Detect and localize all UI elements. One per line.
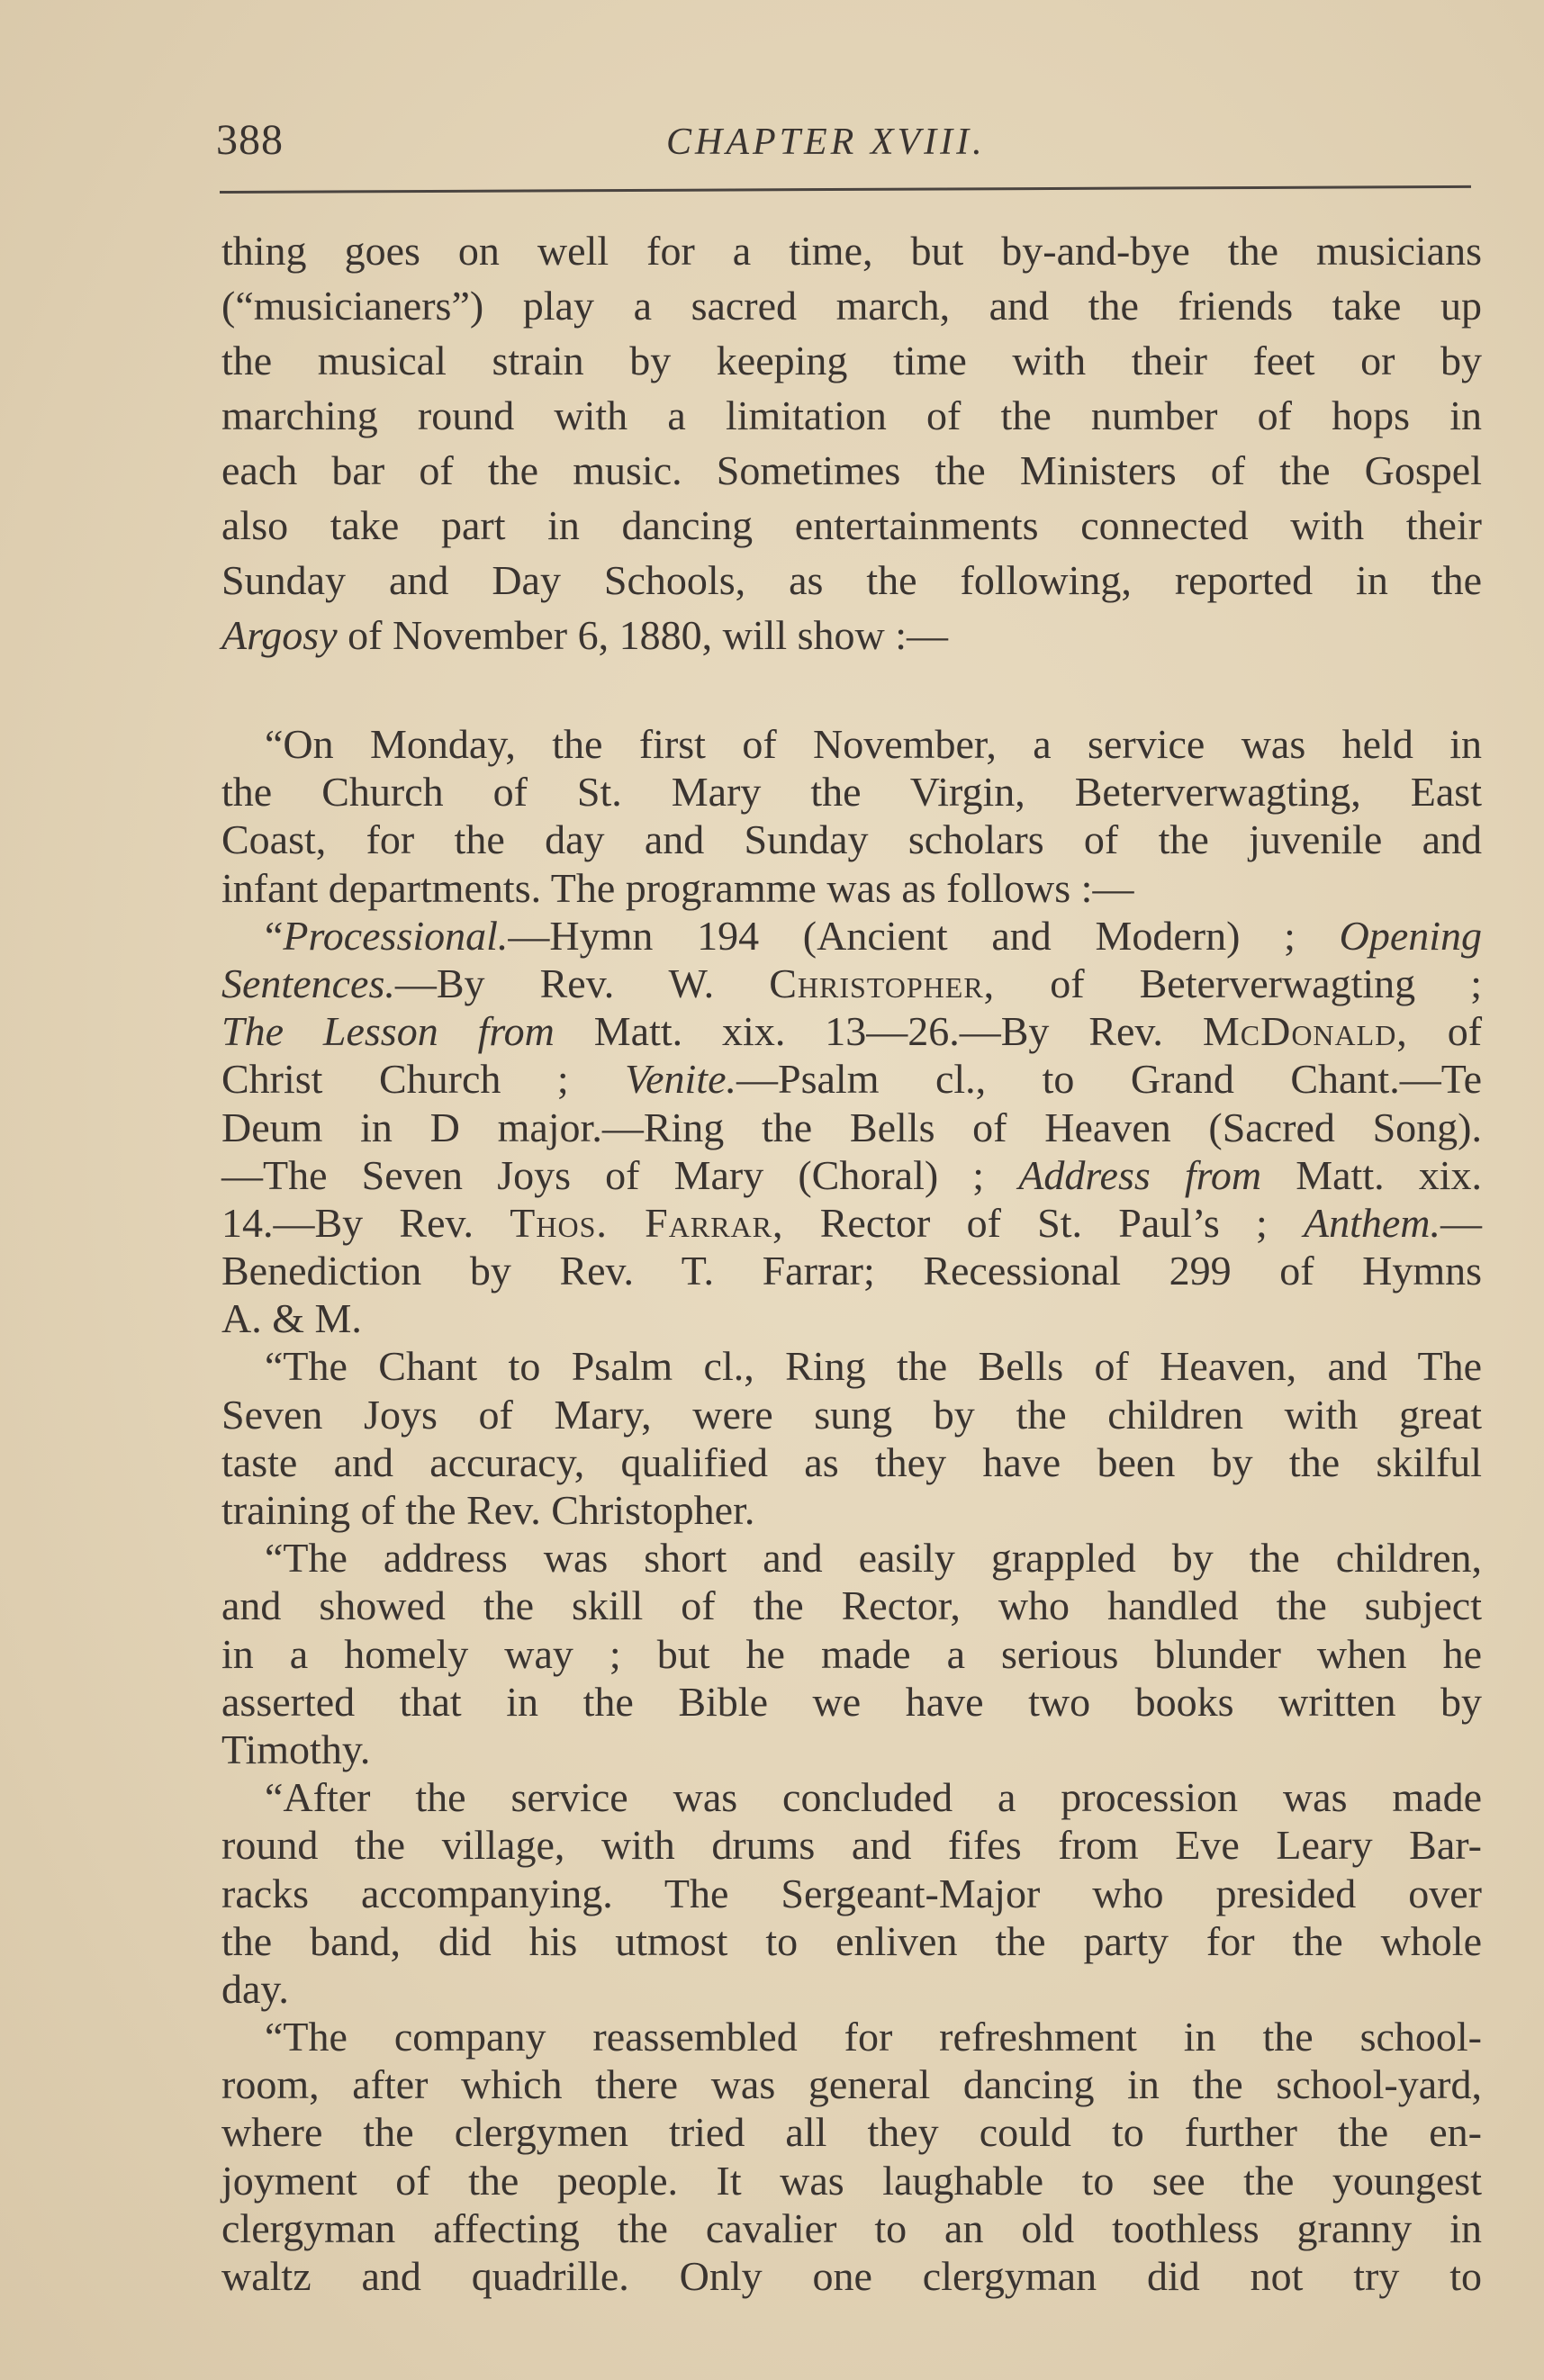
italic-run: Opening [1339, 912, 1483, 959]
text-run: — [1440, 1199, 1483, 1246]
text-line [221, 960, 1482, 1007]
text-line: the band, did his utmost to enliven the party for the whole [221, 1917, 1482, 1964]
text-run: —By Rev. W. [394, 960, 715, 1006]
text-line: A. & M. [221, 1295, 362, 1342]
paragraph-1 [221, 223, 1482, 663]
text-run: —Hymn 194 (Ancient and Modern) ; [508, 912, 1296, 959]
text-line: waltz and quadrille. Only one clergyman did not try to [221, 2253, 1482, 2299]
text-line: Timothy. [221, 1726, 371, 1772]
text-line: also take part in dancing entertainments connected with their [221, 502, 1482, 548]
italic-run: The Lesson from [221, 1008, 555, 1055]
page-header [216, 115, 1476, 169]
text-line [221, 1151, 1482, 1199]
quoted-report [221, 720, 1482, 2300]
text-run: Matt. xix. [1296, 1151, 1483, 1198]
italic-run: Processional. [283, 912, 509, 959]
italic-run: Venite. [625, 1056, 737, 1103]
text-line: Deum in D major.—Ring the Bells of Heaven (Sacred Song). [221, 1104, 1482, 1150]
italic-title: Argosy [221, 612, 338, 658]
text-line: “The address was short and easily grappled by the children, [265, 1535, 1482, 1582]
smallcaps-run: Christopher, [769, 960, 996, 1006]
text-run: —The Seven Joys of Mary (Choral) ; [221, 1151, 985, 1198]
text-line: Sunday and Day Schools, as the following, reported in the [221, 557, 1482, 603]
text-run: “ [265, 912, 284, 959]
text-line: “On Monday, the first of November, a service was held in [265, 721, 1482, 767]
running-head: CHAPTER XVIII. [666, 122, 986, 163]
text-line: “After the service was concluded a procession was made [265, 1774, 1482, 1821]
text-line: in a homely way ; but he made a serious blunder when he [221, 1630, 1482, 1677]
italic-run: Sentences. [221, 960, 395, 1006]
text-line: the musical strain by keeping time with their feet or by [221, 338, 1482, 383]
text-line: thing goes on well for a time, but by-and-bye the musicians [221, 228, 1482, 274]
text-line [221, 1007, 1482, 1055]
text-line [221, 1055, 1482, 1103]
text-line: asserted that in the Bible we have two books written by [221, 1678, 1482, 1725]
italic-run: Anthem. [1304, 1199, 1441, 1246]
text-run: of [1447, 1008, 1483, 1055]
text-line: joyment of the people. It was laughable to see the youngest [221, 2157, 1482, 2204]
text-line: (“musicianers”) play a sacred march, and the friends take up [221, 283, 1482, 329]
text-line: Seven Joys of Mary, were sung by the children with great [221, 1391, 1482, 1438]
text-run: Rector of St. Paul’s ; [819, 1199, 1268, 1246]
text-line: clergyman affecting the cavalier to an old toothless granny in [221, 2204, 1482, 2251]
text-line: day. [221, 1965, 289, 2012]
text-run: of November 6, 1880, will show :— [348, 612, 949, 658]
smallcaps-run: McDonald, [1202, 1008, 1408, 1055]
text-line [221, 912, 1482, 960]
italic-run: Address from [1018, 1151, 1262, 1198]
text-line: each bar of the music. Sometimes the Ministers of the Gospel [221, 447, 1482, 493]
text-line [221, 608, 1482, 663]
text-line: infant departments. The programme was as follows :— [221, 864, 1134, 911]
text-line: Coast, for the day and Sunday scholars of the juvenile and [221, 816, 1482, 863]
text-run: Matt. xix. 13—26.—By Rev. [593, 1008, 1163, 1055]
text-run: of Beterverwagting ; [1050, 960, 1482, 1006]
text-line: “The company reassembled for refreshment in the school- [265, 2014, 1482, 2060]
smallcaps-run: Thos. Farrar, [510, 1199, 784, 1246]
text-line: taste and accuracy, qualified as they have been by the skilful [221, 1438, 1482, 1485]
text-run: Christ Church ; [221, 1056, 569, 1103]
text-line: room, after which there was general dancing in the school-yard, [221, 2061, 1482, 2108]
text-line: where the clergymen tried all they could to further the en- [221, 2109, 1482, 2156]
text-line: Benediction by Rev. T. Farrar; Recessional 299 of Hymns [221, 1248, 1482, 1294]
text-line: the Church of St. Mary the Virgin, Beterverwagting, East [221, 769, 1482, 816]
page-number: 388 [216, 116, 284, 164]
text-line: training of the Rev. Christopher. [221, 1487, 755, 1533]
text-line: marching round with a limitation of the number of hops in [221, 392, 1482, 438]
text-line: and showed the skill of the Rector, who handled the subject [221, 1582, 1482, 1629]
text-run: —Psalm cl., to Grand Chant.—Te [736, 1056, 1483, 1103]
text-line: round the village, with drums and fifes from Eve Leary Bar- [221, 1822, 1482, 1869]
text-line: racks accompanying. The Sergeant-Major who presided over [221, 1870, 1482, 1916]
text-line [221, 1199, 1482, 1247]
header-rule [220, 185, 1471, 194]
text-line: “The Chant to Psalm cl., Ring the Bells of Heaven, and The [265, 1343, 1482, 1390]
text-run: 14.—By Rev. [221, 1199, 474, 1246]
